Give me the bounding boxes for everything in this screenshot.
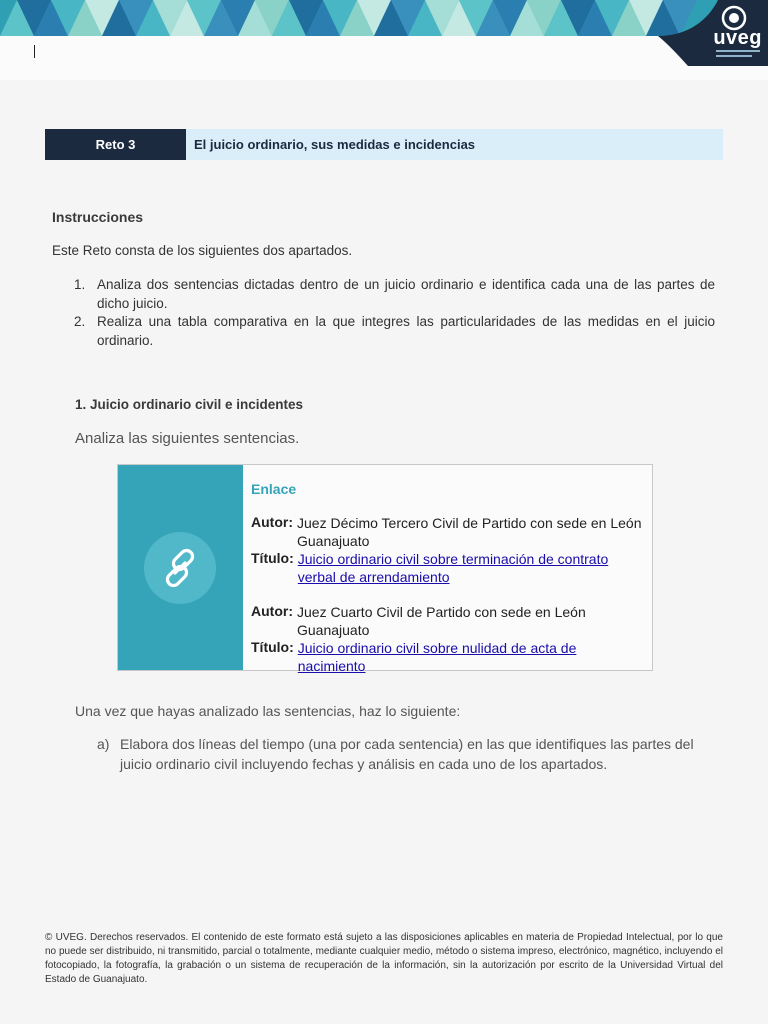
reto-title-bar: [45, 129, 723, 160]
logo-wordmark: uveg: [713, 27, 762, 49]
card-title: Enlace: [251, 481, 297, 497]
copyright-footer: © UVEG. Derechos reservados. El contenido de este formato está sujeto a las disposiciones aplicables en materia de Propiedad Intelectual, por lo que no puede ser distribuido, ni transmitido, parcial o totalmente, mediante cualquier medio, método o sistema impreso, electrónico, magnético, incluyendo el fotocopiado, la fotografía, la grabación o un sistema de recuperación de la información, sin la autorización por escrito de la Universidad Virtual del Estado de Guanajuato.: [45, 932, 723, 985]
card-icon-panel: [118, 465, 243, 670]
title-label: Título:: [251, 550, 294, 566]
instructions-list: [52, 276, 715, 350]
reto-title: El juicio ordinario, sus medidas e incidencias: [186, 129, 723, 160]
reference: [251, 514, 644, 675]
title-label: Título:: [251, 639, 294, 655]
list-number: 1.: [74, 277, 86, 292]
instructions-intro: Este Reto consta de los siguientes dos apartados.: [52, 243, 353, 258]
banner-pattern: [0, 0, 768, 36]
section-lead: Analiza las siguientes sentencias.: [75, 430, 300, 447]
list-text: Elabora dos líneas del tiempo (una por cada sentencia) en las que identifiques las partes del juicio ordinario civil incluyendo fechas y análisis en cada uno de los apartados.: [120, 736, 694, 772]
list-number: 2.: [74, 314, 86, 329]
author-value: Juez Cuarto Civil de Partido con sede en León Guanajuato: [297, 604, 586, 638]
header-banner: [0, 0, 768, 36]
sentence-link[interactable]: Juicio ordinario civil sobre nulidad de acta de nacimiento: [297, 640, 577, 674]
list-item: [52, 276, 715, 313]
author-label: Autor:: [251, 603, 293, 619]
reto-number: Reto 3: [45, 129, 186, 160]
author-value: Juez Décimo Tercero Civil de Partido con sede en León Guanajuato: [297, 515, 642, 549]
header-band: [0, 36, 768, 80]
link-card: [117, 464, 653, 674]
section-heading: 1. Juicio ordinario civil e incidentes: [75, 397, 304, 412]
card-content: [243, 465, 652, 674]
list-text: Analiza dos sentencias dictadas dentro de un juicio ordinario e identifica cada una de las partes de dicho juicio.: [97, 277, 715, 311]
followup-lead: Una vez que hayas analizado las sentencias, haz lo siguiente:: [75, 703, 461, 719]
uveg-logo: [658, 0, 768, 66]
link-icon: [144, 532, 216, 604]
list-item: [52, 313, 715, 350]
followup-item: [97, 735, 722, 774]
instructions-heading: Instrucciones: [52, 209, 144, 225]
list-text: Realiza una tabla comparativa en la que integres las particularidades de las medidas en el juicio ordinario.: [97, 314, 715, 348]
text-cursor: [34, 45, 35, 58]
author-label: Autor:: [251, 514, 293, 530]
sentence-link[interactable]: Juicio ordinario civil sobre terminación de contrato verbal de arrendamiento: [297, 551, 609, 585]
list-letter: a): [97, 736, 110, 752]
